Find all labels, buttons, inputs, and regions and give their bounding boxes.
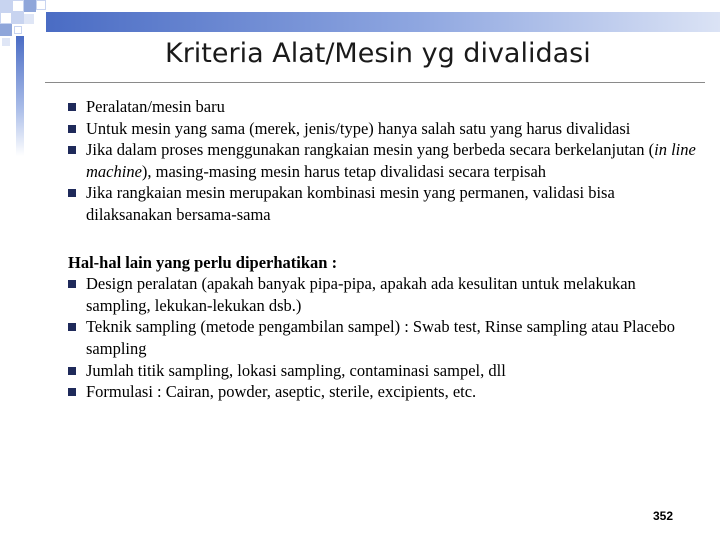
square-bullet-icon: [68, 125, 76, 133]
other-considerations-item: [68, 273, 698, 316]
criteria-item-text: ), masing-masing mesin harus tetap divalidasi secara terpisah: [141, 161, 547, 181]
other-considerations-item: [68, 381, 698, 403]
slide-title: Kriteria Alat/Mesin yg divalidasi: [165, 38, 591, 69]
square-bullet-icon: [68, 280, 76, 288]
corner-decoration-square: [14, 26, 22, 34]
other-considerations-heading: Hal-hal lain yang perlu diperhatikan :: [68, 252, 338, 272]
square-bullet-icon: [68, 146, 76, 154]
header-gradient-bar: [46, 12, 720, 32]
criteria-item: [68, 96, 698, 118]
square-bullet-icon: [68, 388, 76, 396]
corner-decoration-square: [0, 24, 12, 36]
other-considerations-item-text: Design peralatan (apakah banyak pipa-pipa, apakah ada kesulitan untuk melakukan sampling, lekukan-lekukan dsb.): [86, 274, 636, 315]
other-considerations-item-text: Jumlah titik sampling, lokasi sampling, contaminasi sampel, dll: [86, 360, 506, 380]
other-considerations-item-text: Formulasi : Cairan, powder, aseptic, sterile, excipients, etc.: [86, 382, 477, 402]
other-considerations-item: [68, 360, 698, 382]
page-number: 352: [653, 509, 674, 523]
corner-decoration-square: [0, 0, 12, 12]
corner-decoration-square: [12, 0, 24, 12]
square-bullet-icon: [68, 189, 76, 197]
square-bullet-icon: [68, 323, 76, 331]
corner-decoration-square: [36, 0, 46, 10]
criteria-item-italic-text: in line machine: [86, 140, 696, 181]
corner-decoration-square: [24, 0, 36, 12]
other-considerations-list: [68, 273, 698, 403]
criteria-item-text: Jika rangkaian mesin merupakan kombinasi mesin yang permanen, validasi bisa dilaksanakan bersama-sama: [86, 183, 615, 224]
other-considerations-item-text: Teknik sampling (metode pengambilan sampel) : Swab test, Rinse sampling atau Placebo sampling: [86, 317, 676, 358]
criteria-item-text: Jika dalam proses menggunakan rangkaian mesin yang berbeda secara berkelanjutan (: [86, 140, 655, 160]
other-considerations-item: [68, 316, 698, 359]
criteria-item-text: Untuk mesin yang sama (merek, jenis/type) hanya salah satu yang harus divalidasi: [86, 118, 631, 138]
criteria-list: [68, 96, 698, 226]
slide-body: [68, 96, 698, 403]
title-divider: [45, 82, 705, 83]
criteria-item: [68, 139, 698, 182]
criteria-item-text: Peralatan/mesin baru: [86, 97, 225, 116]
corner-decoration-square: [12, 12, 24, 24]
criteria-item: [68, 118, 698, 140]
square-bullet-icon: [68, 367, 76, 375]
corner-decoration-square: [24, 14, 34, 24]
side-gradient-bar: [16, 36, 24, 156]
corner-decoration-square: [0, 12, 12, 24]
corner-decoration-square: [2, 38, 10, 46]
square-bullet-icon: [68, 103, 76, 111]
criteria-item: [68, 182, 698, 225]
